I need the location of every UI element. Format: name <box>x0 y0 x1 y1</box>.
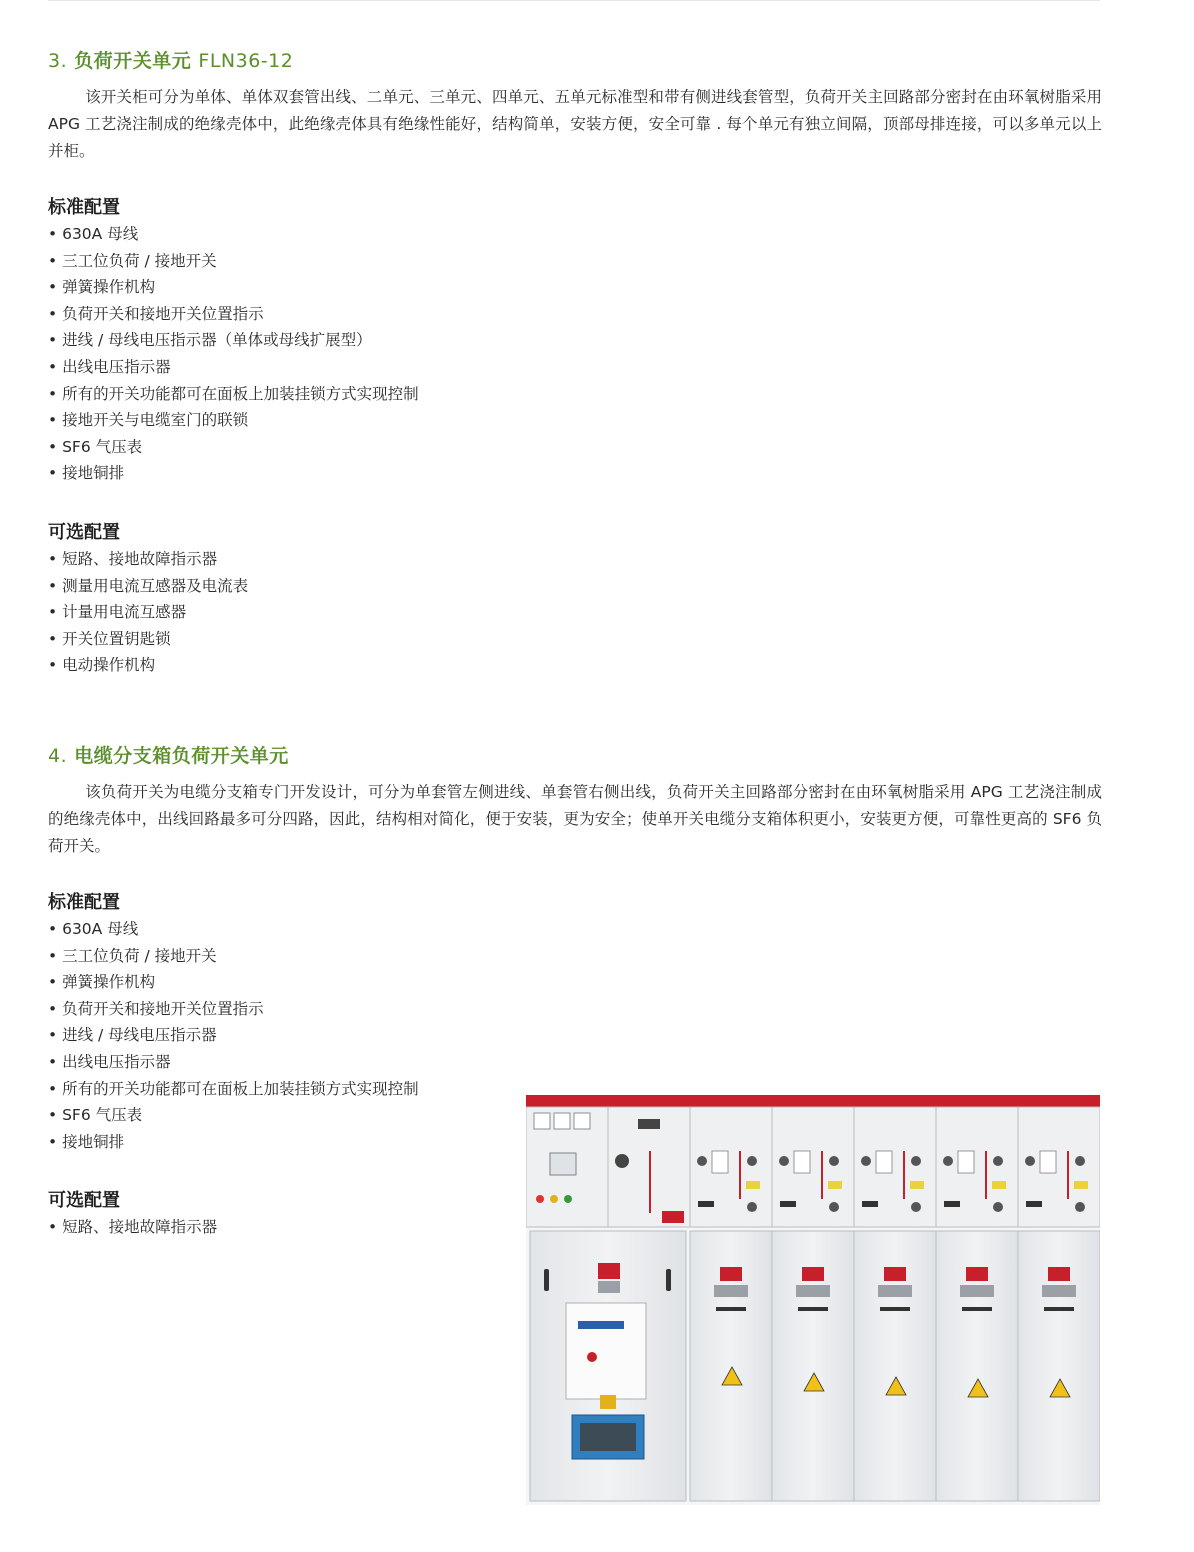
list-item: • 出线电压指示器 <box>48 1049 419 1076</box>
section3-number: 3. <box>48 50 68 72</box>
list-item: • 弹簧操作机构 <box>48 274 419 301</box>
section4-title <box>48 741 289 768</box>
indicator-light-icon <box>550 1195 558 1203</box>
breaker-button-icon <box>587 1352 597 1362</box>
section4-standard-list <box>48 916 419 1155</box>
section3-optional-list <box>48 546 248 679</box>
metering-cabinet <box>526 1107 690 1227</box>
danger-label-icon <box>598 1263 620 1279</box>
door-handle-icon <box>1044 1307 1074 1311</box>
list-item: • 630A 母线 <box>48 916 419 943</box>
danger-label-icon <box>884 1267 906 1281</box>
section3-description <box>48 84 1102 165</box>
nameplate-icon <box>638 1119 660 1129</box>
list-item: • 接地铜排 <box>48 1129 419 1156</box>
list-item: • 测量用电流互感器及电流表 <box>48 573 248 600</box>
section4-optional-heading: 可选配置 <box>48 1190 120 1211</box>
cabinet-lower-doors <box>530 1231 1100 1501</box>
section4-standard-heading: 标准配置 <box>48 892 120 913</box>
relay-display-icon <box>550 1153 576 1175</box>
list-item: • 电动操作机构 <box>48 652 248 679</box>
list-item: • 短路、接地故障指示器 <box>48 1214 217 1241</box>
door-handle-icon <box>716 1307 746 1311</box>
breaker-nameplate-icon <box>578 1321 624 1329</box>
warning-label-icon <box>662 1211 684 1223</box>
unit-upper-panels <box>690 1107 1100 1227</box>
meter-gauge-icon <box>534 1113 550 1129</box>
section3-standard-list <box>48 221 419 487</box>
section4-description-text: 该负荷开关为电缆分支箱专门开发设计，可分为单套管左侧进线、单套管右侧出线，负荷开关主回路部分密封在由环氧树脂采用 APG 工艺浇注制成的绝缘壳体中，出线回路最多可分四路，因此，结构相对简化，便于安装，更为安全；使单开关电缆分支箱体积更小，安装更方便，可靠性更高的 SF6 负荷开关。 <box>48 783 1102 855</box>
list-item: • 进线 / 母线电压指示器 <box>48 1022 419 1049</box>
list-item: • 三工位负荷 / 接地开关 <box>48 943 419 970</box>
vent-grille-icon <box>598 1281 620 1293</box>
meter-gauge-icon <box>554 1113 570 1129</box>
list-item: • 所有的开关功能都可在面板上加装挂锁方式实现控制 <box>48 1076 419 1103</box>
list-item: • 接地铜排 <box>48 460 419 487</box>
section4-description <box>48 779 1102 860</box>
danger-label-icon <box>1048 1267 1070 1281</box>
section3-title-text: 负荷开关单元 <box>74 50 192 72</box>
list-item: • 出线电压指示器 <box>48 354 419 381</box>
door-handle-icon <box>544 1269 549 1291</box>
vent-grille-icon <box>960 1285 994 1297</box>
section4-number: 4. <box>48 745 68 767</box>
cabinet-top-strip <box>526 1095 1100 1107</box>
switchgear-cabinet-illustration <box>526 1095 1100 1505</box>
list-item: • 所有的开关功能都可在面板上加装挂锁方式实现控制 <box>48 381 419 408</box>
section4-title-text: 电缆分支箱负荷开关单元 <box>74 745 289 767</box>
door-handle-icon <box>962 1307 992 1311</box>
breaker-window <box>566 1303 646 1399</box>
list-item: • 负荷开关和接地开关位置指示 <box>48 301 419 328</box>
list-item: • 接地开关与电缆室门的联锁 <box>48 407 419 434</box>
section3-description-text: 该开关柜可分为单体、单体双套管出线、二单元、三单元、四单元、五单元标准型和带有侧进线套管型，负荷开关主回路部分密封在由环氧树脂采用 APG 工艺浇注制成的绝缘壳体中，此绝缘壳体具有绝缘性能好，结构简单，安装方便，安全可靠 . 每个单元有独立间隔，顶部母排连接，可以多单元以上并柜。 <box>48 88 1102 160</box>
list-item: • 进线 / 母线电压指示器（单体或母线扩展型） <box>48 327 419 354</box>
list-item: • SF6 气压表 <box>48 434 419 461</box>
screen-display-icon <box>580 1423 636 1451</box>
list-item: • 弹簧操作机构 <box>48 969 419 996</box>
list-item: • SF6 气压表 <box>48 1102 419 1129</box>
section4-optional-list <box>48 1214 217 1241</box>
section3-standard-heading: 标准配置 <box>48 197 120 218</box>
door-handle-icon <box>666 1269 671 1291</box>
indicator-light-icon <box>536 1195 544 1203</box>
list-item: • 短路、接地故障指示器 <box>48 546 248 573</box>
danger-label-icon <box>802 1267 824 1281</box>
danger-label-icon <box>720 1267 742 1281</box>
section3-optional-heading: 可选配置 <box>48 522 120 543</box>
list-item: • 计量用电流互感器 <box>48 599 248 626</box>
knob-icon <box>615 1154 629 1168</box>
top-divider <box>48 0 1100 1</box>
warning-triangle-icon <box>600 1395 616 1409</box>
section3-model: FLN36-12 <box>198 50 294 72</box>
meter-gauge-icon <box>574 1113 590 1129</box>
section3-title <box>48 46 293 73</box>
vent-grille-icon <box>796 1285 830 1297</box>
door-handle-icon <box>880 1307 910 1311</box>
list-item: • 630A 母线 <box>48 221 419 248</box>
vent-grille-icon <box>714 1285 748 1297</box>
danger-label-icon <box>966 1267 988 1281</box>
indicator-light-icon <box>564 1195 572 1203</box>
vent-grille-icon <box>878 1285 912 1297</box>
list-item: • 负荷开关和接地开关位置指示 <box>48 996 419 1023</box>
list-item: • 三工位负荷 / 接地开关 <box>48 248 419 275</box>
list-item: • 开关位置钥匙锁 <box>48 626 248 653</box>
door-handle-icon <box>798 1307 828 1311</box>
vent-grille-icon <box>1042 1285 1076 1297</box>
